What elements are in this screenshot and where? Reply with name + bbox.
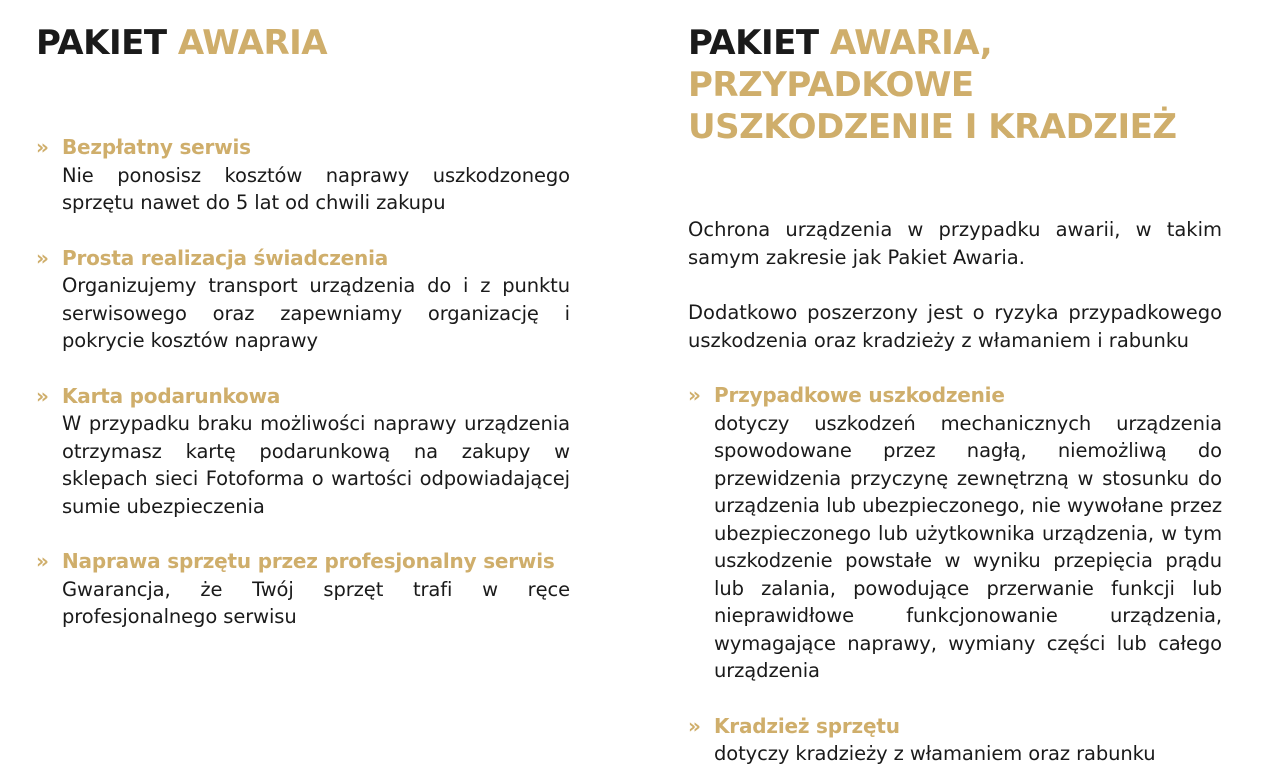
benefit-title: Prosta realizacja świadczenia	[62, 245, 389, 270]
package-awaria-column	[36, 0, 570, 631]
coverage-text: dotyczy kradzieży z włamaniem oraz rabunku	[714, 742, 1156, 765]
chevron-bullet-icon: »	[688, 383, 701, 407]
list-item	[36, 548, 570, 631]
benefit-text: Nie ponosisz kosztów naprawy uszkodzonego sprzętu nawet do 5 lat od chwili zakupu	[62, 163, 570, 214]
package-full-column	[688, 0, 1222, 768]
chevron-bullet-icon: »	[36, 549, 49, 573]
benefit-title: Naprawa sprzętu przez profesjonalny serwis	[62, 549, 555, 573]
chevron-bullet-icon: »	[36, 245, 49, 270]
list-item	[36, 383, 570, 521]
title-prefix: PAKIET	[688, 23, 819, 63]
benefits-list	[36, 134, 570, 631]
list-item	[688, 713, 1222, 768]
chevron-bullet-icon: »	[36, 135, 49, 159]
coverage-title: Przypadkowe uszkodzenie	[714, 383, 1005, 407]
title-accent: AWARIA	[177, 23, 328, 63]
list-item	[688, 382, 1222, 685]
coverage-title: Kradzież sprzętu	[714, 713, 900, 738]
benefit-text: Gwarancja, że Twój sprzęt trafi w ręce profesjonalnego serwisu	[62, 577, 570, 628]
list-item	[36, 245, 570, 355]
benefit-title: Karta podarunkowa	[62, 383, 281, 408]
coverage-text: dotyczy uszkodzeń mechanicznych urządzenia spowodowane przez nagłą, niemożliwą do przewidzenia przyczynę zewnętrzną w stosunku do urządzenia lub ubezpieczonego, nie wywołane przez ubezpieczonego lub użytkownika urządzenia, w tym uszkodzenie powstałe w wyniku przepięcia prądu lub zalania, powodujące przerwanie funkcji lub nieprawidłowe funkcjonowanie urządzenia, wymagające naprawy, wymiany części lub całego urządzenia	[714, 411, 1222, 682]
title-accent: AWARIA, PRZYPADKOWE USZKODZENIE I KRADZIEŻ	[688, 23, 1177, 147]
title-prefix: PAKIET	[36, 23, 167, 63]
package-awaria-title	[36, 22, 570, 64]
benefit-title: Bezpłatny serwis	[62, 135, 251, 159]
package-full-title	[688, 22, 1222, 148]
benefit-text: Organizujemy transport urządzenia do i z punktu serwisowego oraz zapewniamy organizację i pokrycie kosztów naprawy	[62, 274, 570, 352]
chevron-bullet-icon: »	[36, 383, 49, 408]
list-item	[36, 134, 570, 217]
intro-paragraph: Ochrona urządzenia w przypadku awarii, w takim samym zakresie jak Pakiet Awaria.	[688, 218, 1222, 269]
coverage-list	[688, 382, 1222, 768]
chevron-bullet-icon: »	[688, 713, 701, 738]
extension-paragraph: Dodatkowo poszerzony jest o ryzyka przypadkowego uszkodzenia oraz kradzieży z włamaniem i rabunku	[688, 301, 1222, 352]
benefit-text: W przypadku braku możliwości naprawy urządzenia otrzymasz kartę podarunkową na zakupy w sklepach sieci Fotoforma o wartości odpowiadającej sumie ubezpieczenia	[62, 412, 570, 518]
